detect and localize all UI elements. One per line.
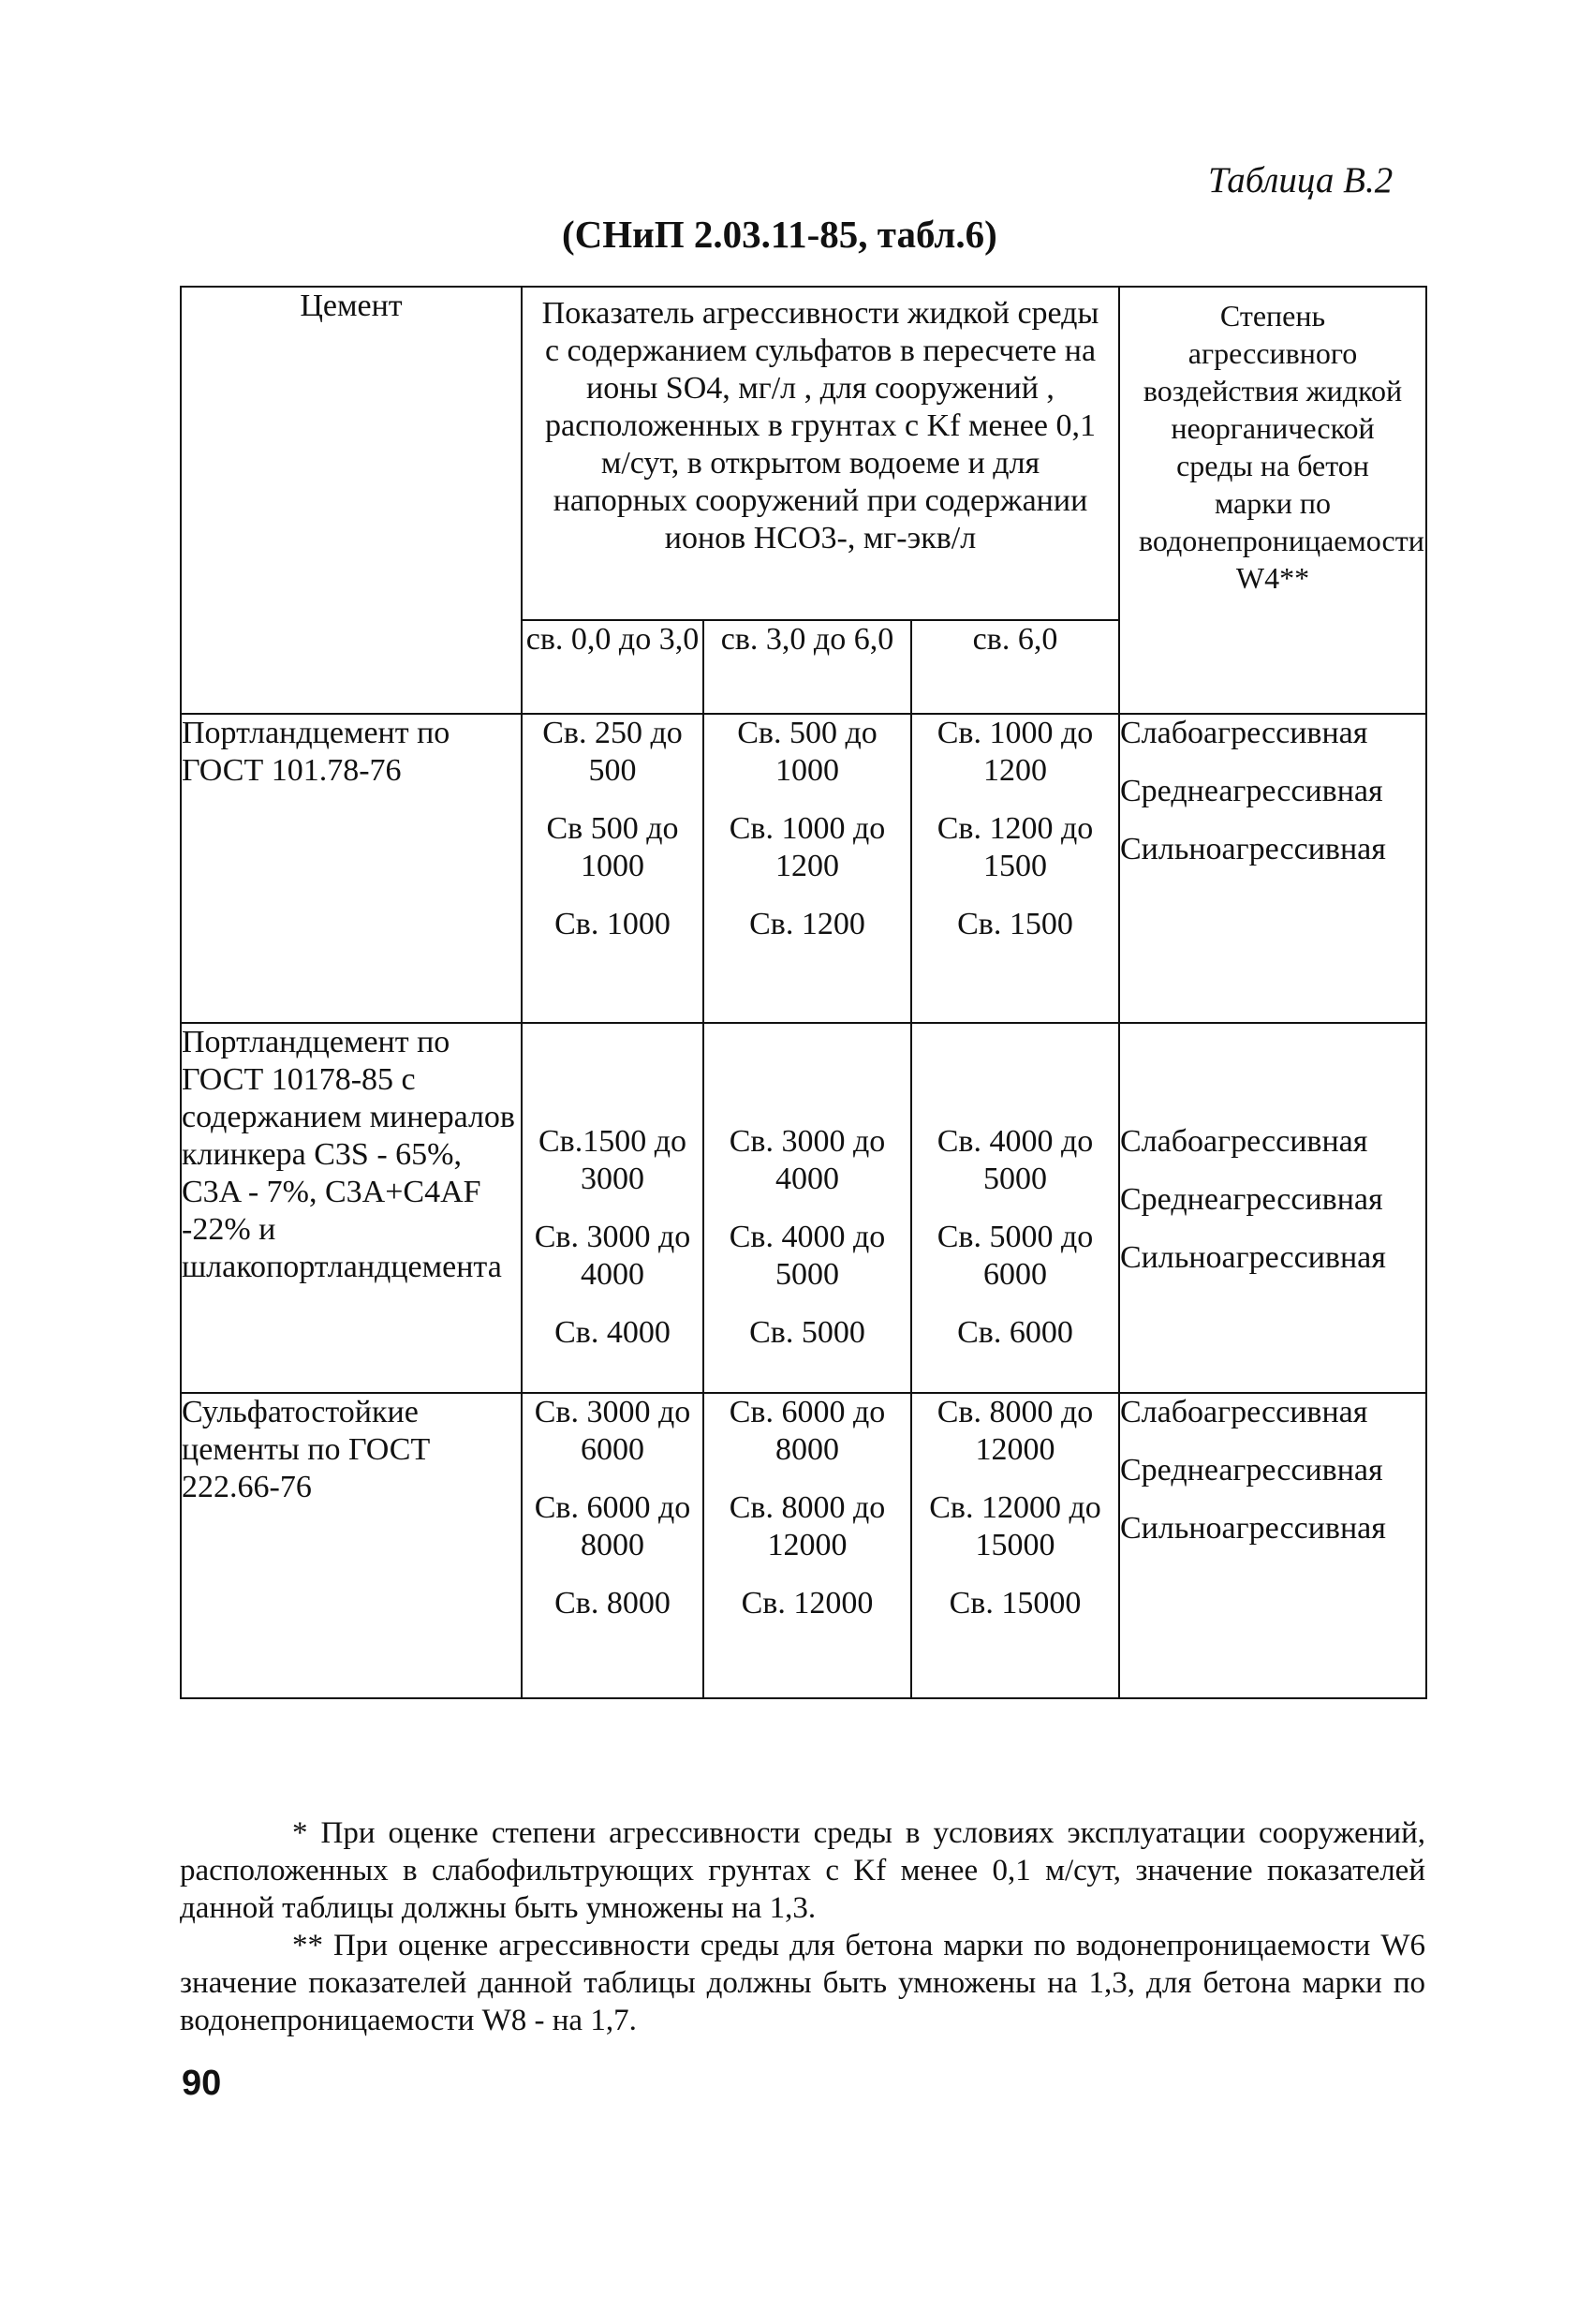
- value-cell: [703, 1023, 911, 1393]
- value: Св. 5000 до 6000: [937, 1220, 1094, 1292]
- degree-cell: [1119, 714, 1426, 1023]
- subheader-range-1: св. 0,0 до 3,0: [522, 620, 703, 714]
- cement-name: Портландцемент по ГОСТ 10178-85 с содержанием минералов клинкера C3S - 65%, C3A - 7%, C3A+C4AF -22% и шлакопортландцемента: [181, 1023, 522, 1393]
- degree-cell: [1119, 1023, 1426, 1393]
- subheader-range-3: св. 6,0: [911, 620, 1119, 714]
- table-row: [181, 1393, 1426, 1698]
- value: Св. 6000 до 8000: [729, 1395, 886, 1467]
- degree: Слабоагрессивная: [1120, 1124, 1368, 1159]
- value: Св.1500 до 3000: [538, 1124, 687, 1196]
- value: Св. 15000: [949, 1586, 1082, 1621]
- value: Св. 8000 до 12000: [729, 1490, 886, 1562]
- value: Св. 1200 до 1500: [937, 811, 1094, 883]
- footnote-2: [180, 1927, 1425, 2039]
- degree: Сильноагрессивная: [1120, 1240, 1386, 1275]
- value-cell: [911, 1023, 1119, 1393]
- value-cell: [522, 714, 703, 1023]
- value: Св. 8000 до 12000: [937, 1395, 1094, 1467]
- degree: Сильноагрессивная: [1120, 1511, 1386, 1546]
- degree: Сильноагрессивная: [1120, 832, 1386, 866]
- degree: Среднеагрессивная: [1120, 1182, 1383, 1217]
- value-cell: [522, 1023, 703, 1393]
- value: Св. 250 до 500: [542, 716, 683, 788]
- value: Св. 3000 до 4000: [534, 1220, 691, 1292]
- page-number: 90: [182, 2064, 222, 2103]
- value: Св. 12000: [741, 1586, 874, 1621]
- degree: Среднеагрессивная: [1120, 774, 1383, 808]
- value: Св. 8000: [554, 1586, 671, 1621]
- table-title: (СНиП 2.03.11-85, табл.6): [562, 213, 997, 256]
- value: Св. 12000 до 15000: [929, 1490, 1101, 1562]
- footnote-1: [180, 1814, 1425, 1927]
- value-cell: [911, 1393, 1119, 1698]
- table-number: Таблица В.2: [1208, 160, 1394, 200]
- table-row: [181, 714, 1426, 1023]
- value: Св. 6000 до 8000: [534, 1490, 691, 1562]
- footnote-2-text: ** При оценке агрессивности среды для бетона марки по водонепроницаемости W6 значение показателей данной таблицы должны быть умножены на 1,3, для бетона марки по водонепроницаемости W8 - на 1,7.: [180, 1929, 1425, 2037]
- header-indicator: Показатель агрессивности жидкой среды с содержанием сульфатов в пересчете на ионы SO4, мг/л , для сооружений , расположенных в грунтах с Kf менее 0,1 м/сут, в открытом водоеме и для напорных сооружений при содержании ионов HCO3-, мг-экв/л: [522, 287, 1119, 620]
- table-row: [181, 1023, 1426, 1393]
- cement-name: Портландцемент по ГОСТ 101.78-76: [181, 714, 522, 1023]
- sulfate-aggressiveness-table: [180, 286, 1427, 1699]
- value: Св. 5000: [749, 1315, 865, 1350]
- subheader-range-2: св. 3,0 до 6,0: [703, 620, 911, 714]
- cement-name: Сульфатостойкие цементы по ГОСТ 222.66-76: [181, 1393, 522, 1698]
- value: Св. 6000: [957, 1315, 1073, 1350]
- degree: Слабоагрессивная: [1120, 716, 1368, 750]
- value: Св. 1000: [554, 907, 671, 941]
- value: Св. 4000 до 5000: [937, 1124, 1094, 1196]
- degree-cell: [1119, 1393, 1426, 1698]
- footnote-1-text: * При оценке степени агрессивности среды в условиях эксплуатации сооружений, расположенных в слабофильтрующих грунтах с Kf менее 0,1 м/сут, значение показателей данной таблицы должны быть умножены на 1,3.: [180, 1816, 1425, 1925]
- value: Св. 1000 до 1200: [937, 716, 1094, 788]
- value: Св 500 до 1000: [546, 811, 679, 883]
- value: Св. 4000 до 5000: [729, 1220, 886, 1292]
- header-cement: Цемент: [181, 287, 522, 714]
- value-cell: [911, 714, 1119, 1023]
- value-cell: [522, 1393, 703, 1698]
- value: Св. 1200: [749, 907, 865, 941]
- value: Св. 1000 до 1200: [729, 811, 886, 883]
- value-cell: [703, 1393, 911, 1698]
- value: Св. 3000 до 6000: [534, 1395, 691, 1467]
- degree: Среднеагрессивная: [1120, 1453, 1383, 1488]
- degree: Слабоагрессивная: [1120, 1395, 1368, 1429]
- value: Св. 4000: [554, 1315, 671, 1350]
- value: Св. 500 до 1000: [737, 716, 878, 788]
- value: Св. 3000 до 4000: [729, 1124, 886, 1196]
- header-degree: Степень агрессивного воздействия жидкой неорганической среды на бетон марки по водонепроницаемости W4**: [1119, 287, 1426, 714]
- value-cell: [703, 714, 911, 1023]
- value: Св. 1500: [957, 907, 1073, 941]
